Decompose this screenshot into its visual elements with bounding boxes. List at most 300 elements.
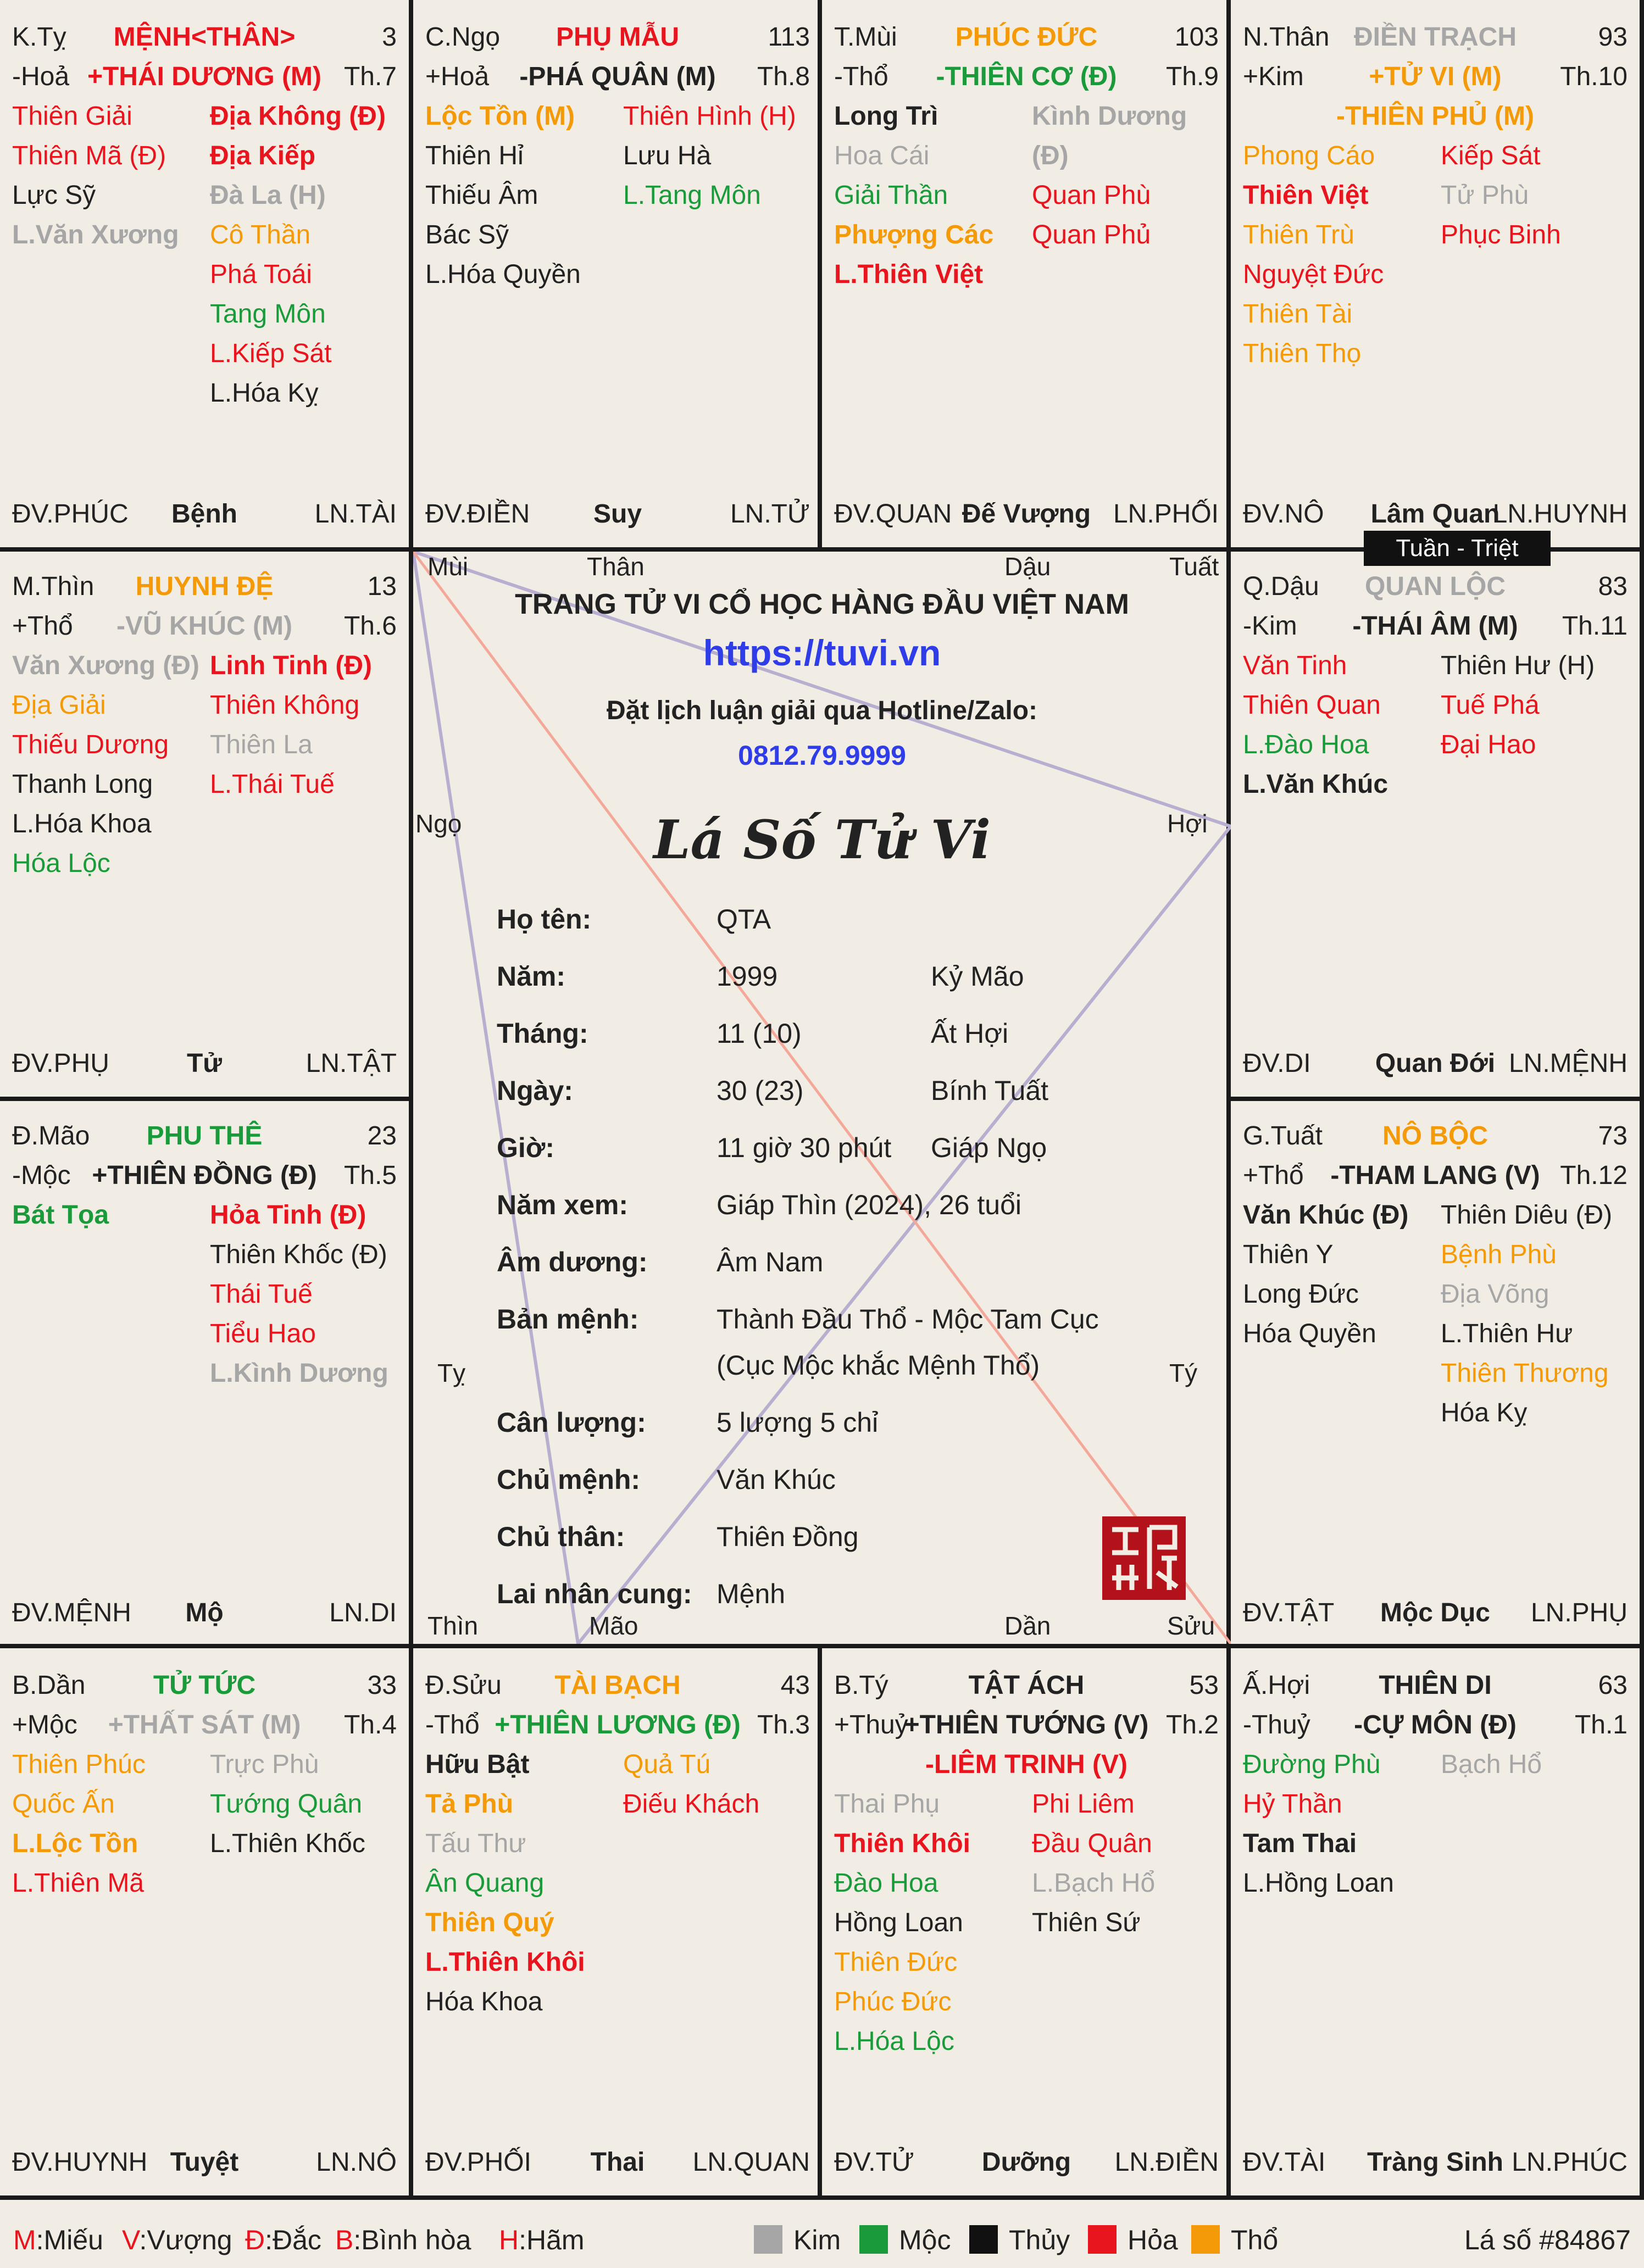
star-item: Nguyệt Đức [1243,260,1384,289]
palace-footer [425,494,810,534]
palace-mui[interactable] [822,0,1231,547]
palace-footer [1243,494,1628,534]
info-row [497,1349,1211,1407]
info-label: Giờ: [497,1132,554,1163]
corner-label: Dần [1004,1611,1051,1640]
star-item: Thiên Sứ [1032,1908,1141,1937]
palace-ty[interactable] [0,0,409,547]
star-item: Lưu Hà [623,141,712,170]
palace-branch: T.Mùi [834,23,897,52]
star-column-left [834,97,993,294]
star-item: Tả Phù [425,1789,514,1819]
info-label: Cân lượng: [497,1407,646,1438]
palace-tuat[interactable] [1231,1099,1640,1646]
booking-text: Đặt lịch luận giải qua Hotline/Zalo: [606,696,1038,725]
star-item: Quan Phủ [1032,220,1151,249]
info-value: (Cục Mộc khắc Mệnh Thổ) [717,1350,1040,1381]
star-item: Thiên Hình (H) [623,102,796,131]
star-item: L.Thiên Việt [834,260,984,289]
info-value-2: Giáp Ngọ [931,1132,1047,1163]
star-item: Thiên Khôi [834,1829,970,1858]
star-item: Quan Phù [1032,181,1151,210]
star-item: L.Kình Dương [210,1359,388,1388]
main-star: +THIÊN TƯỚNG (V) [904,1710,1149,1739]
star-item: Thiên Tài [1243,299,1353,329]
palace-th: Th.12 [1560,1161,1628,1190]
palace-branch: K.Tỵ [12,23,66,52]
center-panel [413,552,1231,1644]
star-item: L.Lộc Tồn [12,1829,138,1858]
legend-strength [499,2224,585,2256]
palace-polarity: +Thổ [12,612,73,641]
palace-number: 63 [1598,1671,1628,1700]
star-item: Bạch Hổ [1441,1750,1542,1779]
star-column-left [12,646,199,883]
footer-stage: Tuyệt [170,2148,239,2177]
star-column-right [623,97,796,215]
info-value: 5 lượng 5 chỉ [717,1407,879,1438]
star-item: Hóa Khoa [425,1987,543,2016]
main-star: -THÁI ÂM (M) [1352,612,1518,641]
palace-suu[interactable] [413,1648,822,2195]
palace-footer [12,1044,397,1083]
palace-main-row [12,1705,397,1745]
star-column-left [1243,1745,1394,1903]
hotline-number[interactable]: 0812.79.9999 [738,740,906,771]
palace-name: TẬT ÁCH [968,1671,1085,1700]
palace-number: 53 [1189,1671,1219,1700]
star-item: Giải Thần [834,181,948,210]
star-item: Long Trì [834,102,938,131]
footer-ln: LN.PHÚC [1512,2148,1628,2177]
star-item: Hoa Cái [834,141,930,170]
palace-header [1243,18,1628,57]
palace-header [1243,1666,1628,1705]
star-item: Thiên Đức [834,1948,958,1977]
palace-th: Th.9 [1165,62,1219,91]
palace-footer [834,494,1219,534]
star-column-left [12,1196,109,1235]
legend-strength [335,2224,471,2256]
palace-branch: Đ.Mão [12,1121,90,1150]
star-item: Thiên Hư (H) [1441,651,1595,680]
palace-main-row [425,1705,810,1745]
grid-line [818,1644,822,2198]
chart-number: Lá số #84867 [1464,2225,1631,2255]
info-row [497,1189,1211,1246]
palace-footer [1243,2143,1628,2182]
legend-bar [0,2202,1644,2268]
star-item: L.Thiên Khôi [425,1948,585,1977]
legend-text: :Đắc [265,2225,321,2255]
grid-line [1226,1097,1644,1101]
star-column-right [210,1196,388,1393]
palace-header [12,18,397,57]
main-star: +TỬ VI (M) [1369,62,1502,91]
star-item: Tử Phù [1441,181,1529,210]
legend-key: M [13,2225,36,2255]
palace-mao[interactable] [0,1099,409,1646]
info-label: Tháng: [497,1018,588,1049]
star-item: Thiếu Dương [12,730,169,759]
footer-ln: LN.MỆNH [1508,1049,1628,1078]
legend-key: B [335,2225,354,2255]
chart-title: Lá Số Tử Vi [653,809,991,871]
palace-polarity: -Kim [1243,612,1297,641]
footer-ln: LN.NÔ [316,2148,397,2177]
info-row [497,1132,1211,1189]
palace-main-row [425,57,810,97]
footer-ln: LN.TẬT [306,1049,397,1078]
star-item: L.Văn Khúc [1243,770,1388,799]
legend-text: :Hãm [519,2225,585,2255]
corner-label: Hợi [1167,809,1208,838]
legend-strength [122,2224,232,2256]
star-item: Tấu Thư [425,1829,526,1858]
star-item: Hỷ Thần [1243,1789,1342,1819]
info-value-2: Bính Tuất [931,1075,1049,1106]
palace-branch: B.Tý [834,1671,888,1700]
star-item: Quốc Ấn [12,1789,115,1819]
info-row [497,1464,1211,1521]
star-item: Hóa Lộc [12,849,110,878]
palace-number: 13 [367,572,397,601]
palace-header [834,1666,1219,1705]
site-url[interactable]: https://tuvi.vn [703,632,941,673]
star-item: Tam Thai [1243,1829,1357,1858]
star-item: Quả Tú [623,1750,711,1779]
star-column-right [1032,97,1231,255]
star-item: Hóa Kỵ [1441,1398,1528,1427]
legend-strength [245,2224,321,2256]
footer-ln: LN.DI [329,1598,397,1627]
corner-label: Dậu [1004,552,1051,581]
star-item: L.Hóa Quyền [425,260,581,289]
star-column-right [210,646,372,804]
palace-name: PHU THÊ [146,1121,263,1150]
star-item: Hồng Loan [834,1908,963,1937]
palace-th: Th.8 [757,62,810,91]
palace-polarity: -Mộc [12,1161,71,1190]
legend-element [859,2224,951,2256]
corner-label: Ngọ [415,809,462,838]
palace-branch: Ấ.Hợi [1243,1671,1310,1700]
footer-dv: ĐV.PHÚC [12,499,129,529]
star-item: Phi Liêm [1032,1789,1135,1819]
star-item: Văn Khúc (Đ) [1243,1200,1409,1230]
star-item: Thiên Quý [425,1908,554,1937]
palace-header [12,1666,397,1705]
palace-branch: M.Thìn [12,572,95,601]
footer-ln: LN.PHỐI [1113,499,1219,529]
star-item: L.Hóa Khoa [12,809,152,838]
legend-key: Đ [245,2225,265,2255]
star-item: Bác Sỹ [425,220,509,249]
main-star: +THÁI DƯƠNG (M) [87,62,322,91]
star-column-right [1441,1745,1542,1785]
palace-name: QUAN LỘC [1365,572,1506,601]
star-item: Địa Giải [12,691,106,720]
star-item: L.Văn Xương [12,220,179,249]
palace-name: TỬ TỨC [153,1671,256,1700]
palace-header [1243,1116,1628,1156]
footer-ln: LN.ĐIỀN [1114,2148,1219,2177]
footer-dv: ĐV.TÀI [1243,2148,1326,2177]
palace-ngo[interactable] [413,0,822,547]
info-value: 11 giờ 30 phút [717,1132,892,1163]
info-row [497,960,1211,1018]
info-value: Thành Đầu Thổ - Mộc Tam Cục [717,1304,1099,1335]
footer-stage: Suy [593,499,642,529]
star-item: Bát Tọa [12,1200,109,1230]
palace-ty-rat[interactable] [822,1648,1231,2195]
info-label: Âm dương: [497,1247,648,1277]
palace-name: HUYNH ĐỆ [135,572,274,601]
star-item: Thiên Khốc (Đ) [210,1240,387,1269]
legend-element-name: Kim [793,2225,841,2255]
star-column-left [425,1745,585,2022]
palace-main-row [12,607,397,646]
footer-stage: Dưỡng [981,2148,1071,2177]
info-label: Ngày: [497,1075,573,1106]
palace-main-row [834,1705,1219,1745]
star-item: Điếu Khách [623,1789,760,1819]
main-star-secondary: -THIÊN PHỦ (M) [1336,102,1534,131]
info-value: 11 (10) [717,1018,802,1049]
footer-ln: LN.PHỤ [1530,1598,1628,1627]
palace-main-row [12,1156,397,1196]
grid-line [818,0,822,552]
info-value-2: Kỷ Mão [931,961,1024,992]
palace-main-row [1243,607,1628,646]
corner-label: Thìn [427,1611,479,1640]
palace-number: 83 [1598,572,1628,601]
star-item: Đầu Quân [1032,1829,1152,1858]
palace-th: Th.6 [343,612,397,641]
star-item: L.Tang Môn [623,181,761,210]
star-item: Tuế Phá [1441,691,1540,720]
palace-name: PHÚC ĐỨC [955,23,1098,52]
info-value: 1999 [717,961,778,992]
grid-line [0,2195,1644,2200]
corner-label: Sửu [1167,1611,1215,1640]
info-label: Bản mệnh: [497,1304,639,1335]
legend-key: V [122,2225,140,2255]
palace-number: 103 [1174,23,1219,52]
info-value-2: Ất Hợi [931,1018,1009,1049]
info-value: Mệnh [717,1578,786,1609]
footer-dv: ĐV.ĐIỀN [425,499,530,529]
star-item: Phong Cáo [1243,141,1375,170]
footer-stage: Quan Đới [1375,1049,1496,1078]
star-item: Long Đức [1243,1280,1359,1309]
star-item: Địa Võng [1441,1280,1549,1309]
star-item: Hỏa Tinh (Đ) [210,1200,366,1230]
corner-label: Tuất [1169,552,1219,581]
legend-element-name: Thủy [1009,2225,1070,2255]
palace-polarity: +Kim [1243,62,1304,91]
palace-than[interactable] [1231,0,1640,547]
main-star: +THIÊN ĐỒNG (Đ) [92,1161,317,1190]
footer-dv: ĐV.PHỤ [12,1049,109,1078]
info-row [497,1407,1211,1464]
star-item: L.Bạch Hổ [1032,1869,1156,1898]
palace-main-row [1243,1705,1628,1745]
palace-header [12,567,397,607]
palace-main-row [834,57,1219,97]
info-row [497,1075,1211,1132]
star-column-right [1441,1196,1612,1433]
corner-label: Tý [1169,1359,1198,1387]
star-item: Đào Hoa [834,1869,938,1898]
palace-footer [1243,1593,1628,1633]
palace-name: THIÊN DI [1379,1671,1492,1700]
star-column-left [834,1785,970,2061]
star-item: Kình Dương (Đ) [1032,102,1187,170]
star-column-right [1441,136,1561,255]
palace-header [12,1116,397,1156]
grid-line [0,1644,1644,1648]
footer-ln: LN.TÀI [314,499,397,529]
palace-branch: G.Tuất [1243,1121,1323,1150]
star-item: Thiên Giải [12,102,132,131]
star-item: Thiên Hỉ [425,141,524,170]
palace-name: TÀI BẠCH [554,1671,681,1700]
legend-element [1191,2224,1278,2256]
star-item: Đường Phù [1243,1750,1381,1779]
star-item: L.Đào Hoa [1243,730,1369,759]
info-label: Chủ mệnh: [497,1464,641,1495]
main-star: -THAM LANG (V) [1330,1161,1540,1190]
footer-stage: Tràng Sinh [1367,2148,1503,2177]
palace-branch: Đ.Sửu [425,1671,502,1700]
palace-polarity: +Mộc [12,1710,77,1739]
palace-branch: Q.Dậu [1243,572,1319,601]
palace-th: Th.4 [343,1710,397,1739]
star-item: Thiên La [210,730,313,759]
legend-strength [13,2224,103,2256]
star-item: Thiên Không [210,691,360,720]
palace-polarity: -Thuỷ [1243,1710,1310,1739]
footer-ln: LN.TỬ [730,499,810,529]
star-item: Phúc Đức [834,1987,952,2016]
palace-number: 73 [1598,1121,1628,1150]
star-column-left [425,97,581,294]
star-item: Lộc Tồn (M) [425,102,575,131]
palace-footer [12,2143,397,2182]
star-item: Thiếu Âm [425,181,538,210]
palace-main-row [1243,57,1628,97]
star-item: Ân Quang [425,1869,545,1898]
legend-element-name: Hỏa [1128,2225,1178,2255]
legend-element-name: Thổ [1231,2225,1279,2255]
star-item: Kiếp Sát [1441,141,1541,170]
corner-label: Mùi [427,552,469,581]
star-item: Thiên Thọ [1243,339,1362,368]
star-item: Bệnh Phù [1441,1240,1557,1269]
footer-dv: ĐV.QUAN [834,499,952,529]
palace-dan[interactable] [0,1648,409,2195]
palace-th: Th.10 [1560,62,1628,91]
palace-footer [12,1593,397,1633]
palace-polarity: -Hoả [12,62,70,91]
info-label: Họ tên: [497,904,592,935]
corner-label: Tỵ [437,1359,466,1387]
star-item: L.Thiên Khốc [210,1829,365,1858]
palace-footer [1243,1044,1628,1083]
legend-key: H [499,2225,519,2255]
legend-swatch [1191,2225,1220,2254]
main-star: -CỰ MÔN (Đ) [1354,1710,1517,1739]
palace-th: Th.5 [343,1161,397,1190]
star-item: L.Thiên Mã [12,1869,145,1898]
footer-stage: Tử [186,1049,223,1078]
info-label: Năm: [497,961,566,992]
palace-header [1243,567,1628,607]
palace-hoi[interactable] [1231,1648,1640,2195]
palace-th: Th.7 [343,62,397,91]
star-item: Thanh Long [12,770,153,799]
palace-thin[interactable] [0,549,409,1097]
palace-polarity: +Thuỷ [834,1710,908,1739]
footer-dv: ĐV.NÔ [1243,499,1324,529]
palace-header [834,18,1219,57]
palace-name: NÔ BỘC [1382,1121,1488,1150]
star-item: L.Hồng Loan [1243,1869,1394,1898]
star-item: Phá Toái [210,260,312,289]
grid-line [0,1097,413,1101]
palace-dau[interactable] [1231,549,1640,1097]
main-star: -THIÊN CƠ (Đ) [936,62,1117,91]
star-item: Lực Sỹ [12,181,96,210]
footer-stage: Lâm Quan [1370,499,1500,529]
star-item: L.Kiếp Sát [210,339,332,368]
palace-number: 93 [1598,23,1628,52]
info-label: Chủ thân: [497,1521,625,1552]
palace-polarity: +Thổ [1243,1161,1304,1190]
star-item: Thiên Diêu (Đ) [1441,1200,1613,1230]
star-column-left [1243,646,1388,804]
star-item: Thiên Việt [1243,181,1369,210]
main-star: -PHÁ QUÂN (M) [519,62,716,91]
info-row [497,903,1211,960]
star-item: Tang Môn [210,299,326,329]
palace-main-row [1243,1156,1628,1196]
star-item: L.Hóa Kỵ [210,379,319,408]
palace-footer [12,494,397,534]
star-column-right [1441,646,1595,765]
footer-stage: Thai [590,2148,645,2177]
palace-th: Th.2 [1165,1710,1219,1739]
legend-swatch [969,2225,998,2254]
star-item: Thiên Y [1243,1240,1334,1269]
star-item: Tiểu Hao [210,1319,316,1348]
palace-branch: B.Dần [12,1671,86,1700]
legend-swatch [1088,2225,1117,2254]
palace-branch: C.Ngọ [425,23,501,52]
star-item: Đại Hao [1441,730,1536,759]
red-seal-icon [1100,1514,1188,1602]
info-value: QTA [717,904,771,935]
star-item: Hóa Quyền [1243,1319,1376,1348]
legend-swatch [859,2225,888,2254]
star-column-right [210,1745,365,1864]
palace-number: 3 [382,23,397,52]
star-item: Đà La (H) [210,181,326,210]
footer-dv: ĐV.PHỐI [425,2148,531,2177]
footer-stage: Bệnh [171,499,237,529]
palace-number: 23 [367,1121,397,1150]
